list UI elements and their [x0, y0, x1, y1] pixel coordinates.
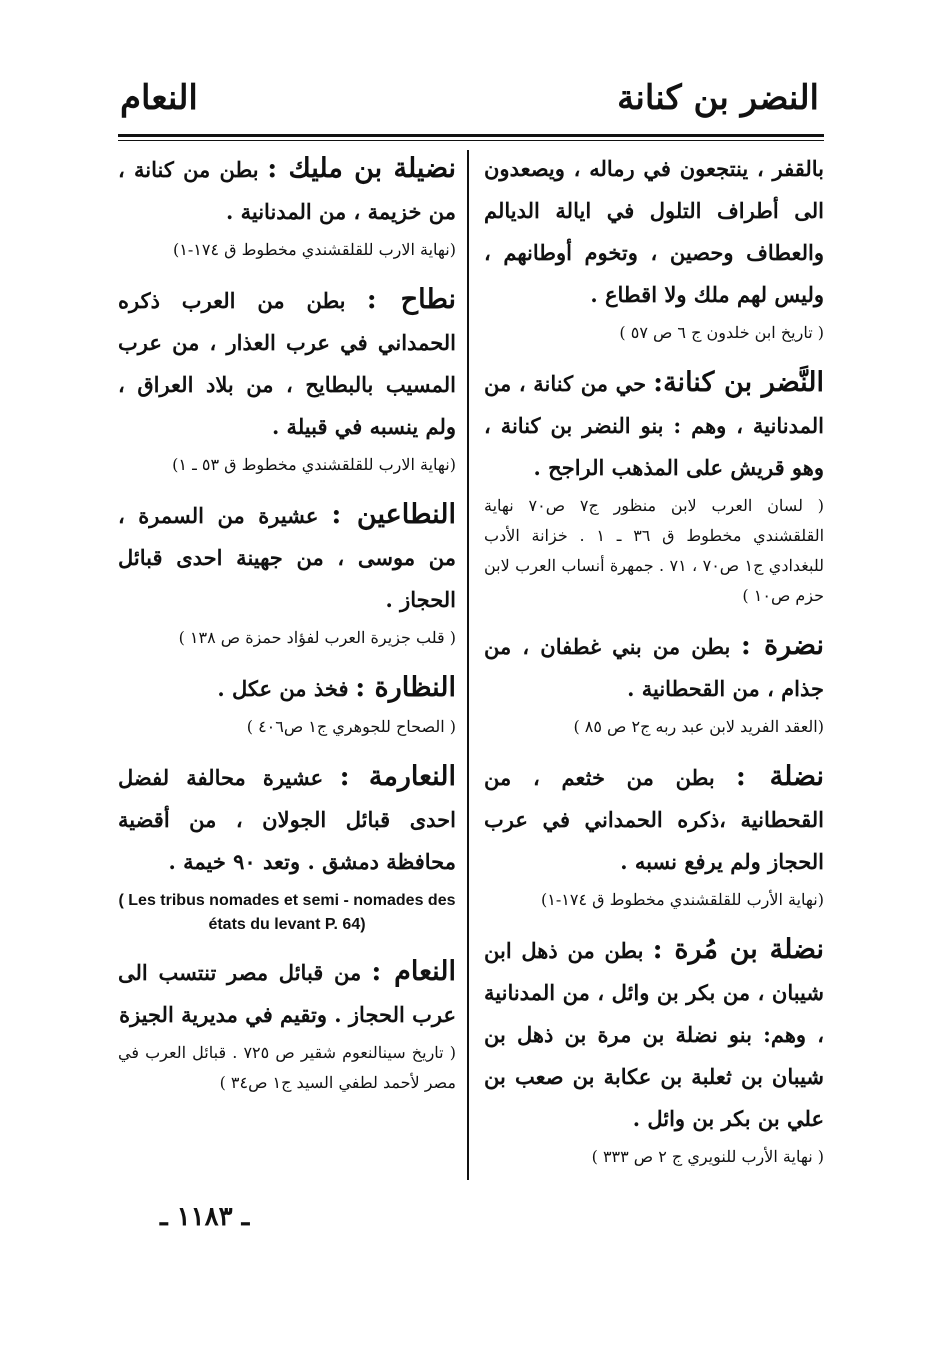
- column-divider: [467, 150, 469, 1180]
- continuation-entry: [484, 148, 824, 348]
- entry-body: بالقفر ، ينتجعون في رماله ، ويصعدون الى أطراف التلول في ايالة الديالم والعطاف وحصين ، وتخوم أوطانهم ، وليس لهم ملك ولا اقطاع .: [484, 156, 824, 307]
- header-rule-thin: [118, 140, 824, 141]
- right-column: [484, 148, 824, 1186]
- entry-source: ( لسان العرب لابن منظور ج٧ ص٧٠ نهاية القلقشندي مخطوط ق ٣٦ ـ ١ . خزانة الأدب للبغدادي ج١ ص٧٠ ، ٧١ . جمهرة أنساب العرب لابن حزم ص١٠ ): [484, 496, 825, 605]
- entry-head: نطاح :: [366, 284, 456, 315]
- entry-head: نضلة بن مُرة :: [652, 934, 824, 965]
- entry-source: (نهاية الارب للقلقشندي مخطوط ق ٥٣ ـ ١): [172, 455, 456, 474]
- entry-head: نضيلة بن مليك :: [267, 153, 457, 184]
- entry-head: النَّضر بن كنانة:: [653, 367, 824, 398]
- entry-head: نضلة :: [735, 761, 824, 792]
- entry-body: بطن من ذهل ابن شيبان ، من بكر بن وائل ، من المدنانية ، وهم: بنو نضلة بن مرة بن ذهل بن شيبان بن ثعلبة بن عكابة بن صعب بن علي بن بكر بن وائل .: [484, 938, 824, 1131]
- entry-body: بطن من خثعم ، من القحطانية ،ذكره الحمداني في عرب الحجاز ولم يرفع نسبه .: [484, 765, 824, 874]
- running-header-right: النضر بن كنانة: [617, 78, 819, 118]
- entry-body: عشيرة من السمرة ، من موسى ، من جهينة احدى قبائل الحجاز .: [118, 503, 456, 612]
- left-column: [118, 148, 456, 1112]
- entry: [118, 148, 456, 265]
- entry-body: من قبائل مصر تنتسب الى عرب الحجاز . وتقيم في مديرية الجيزة: [118, 960, 456, 1027]
- entry: [484, 756, 824, 915]
- header-rule: [118, 134, 824, 137]
- entry: [484, 362, 824, 611]
- entry-source: (العقد الفريد لابن عبد ربه ج٢ ص ٨٥ ): [573, 717, 824, 736]
- entry: [118, 667, 456, 742]
- entry-source: ( قلب جزيرة العرب لفؤاد حمزة ص ١٣٨ ): [178, 628, 456, 647]
- entry-source: ( الصحاح للجوهري ج١ ص٤٠٦ ): [246, 717, 456, 736]
- entry-head: النعارمة :: [339, 761, 456, 792]
- entry-source: ( تاريخ سينالنعوم شقير ص ٧٢٥ . قبائل العرب في مصر لأحمد لطفي السيد ج١ ص٣٤ ): [118, 1043, 456, 1092]
- entry: [118, 951, 456, 1098]
- entry-body: حي من كنانة ، من المدنانية ، وهم : بنو النضر بن كنانة ، وهو قريش على المذهب الراجح .: [484, 371, 824, 480]
- entry-body: بطن من بني غطفان ، من جذام ، من القحطانية .: [484, 634, 824, 701]
- entry: [118, 279, 456, 480]
- entry-source-french: ( Les tribus nomades et semi - nomades des états du levant P. 64): [118, 892, 456, 933]
- entry-source: ( نهاية الأرب للنويري ج ٢ ص ٣٣٣ ): [591, 1147, 824, 1166]
- entry-body: بطن من كنانة ، من خزيمة ، من المدنانية .: [118, 157, 456, 224]
- entry-body: بطن من العرب ذكره الحمداني في عرب العذار ، من عرب المسيب بالبطايح ، من بلاد العراق ، ولم ينسبه في قبيلة .: [118, 288, 456, 439]
- page-number: ـ ١١٨٣ ـ: [160, 1202, 250, 1232]
- entry: [118, 756, 456, 937]
- entry: [484, 625, 824, 742]
- entry: [484, 929, 824, 1172]
- entry: [118, 494, 456, 653]
- running-header-left: النعام: [120, 78, 198, 118]
- entry-head: النظارة :: [355, 672, 456, 703]
- entry-head: النطاعين :: [331, 499, 456, 530]
- entry-body: فخذ من عكل .: [217, 676, 349, 701]
- entry-source: ( تاريخ ابن خلدون ج ٦ ص ٥٧ ): [619, 323, 824, 342]
- entry-head: نضرة :: [740, 630, 824, 661]
- entry-head: النعام :: [371, 956, 456, 987]
- entry-body: عشيرة محالفة لفضل احدى قبائل الجولان ، من أقضية محافظة دمشق . وتعد ٩٠ خيمة .: [118, 765, 456, 874]
- entry-source: (نهاية الارب للقلقشندي مخطوط ق ١٧٤-١): [173, 240, 456, 259]
- entry-source: (نهاية الأرب للقلقشندي مخطوط ق ١٧٤-١): [541, 890, 824, 909]
